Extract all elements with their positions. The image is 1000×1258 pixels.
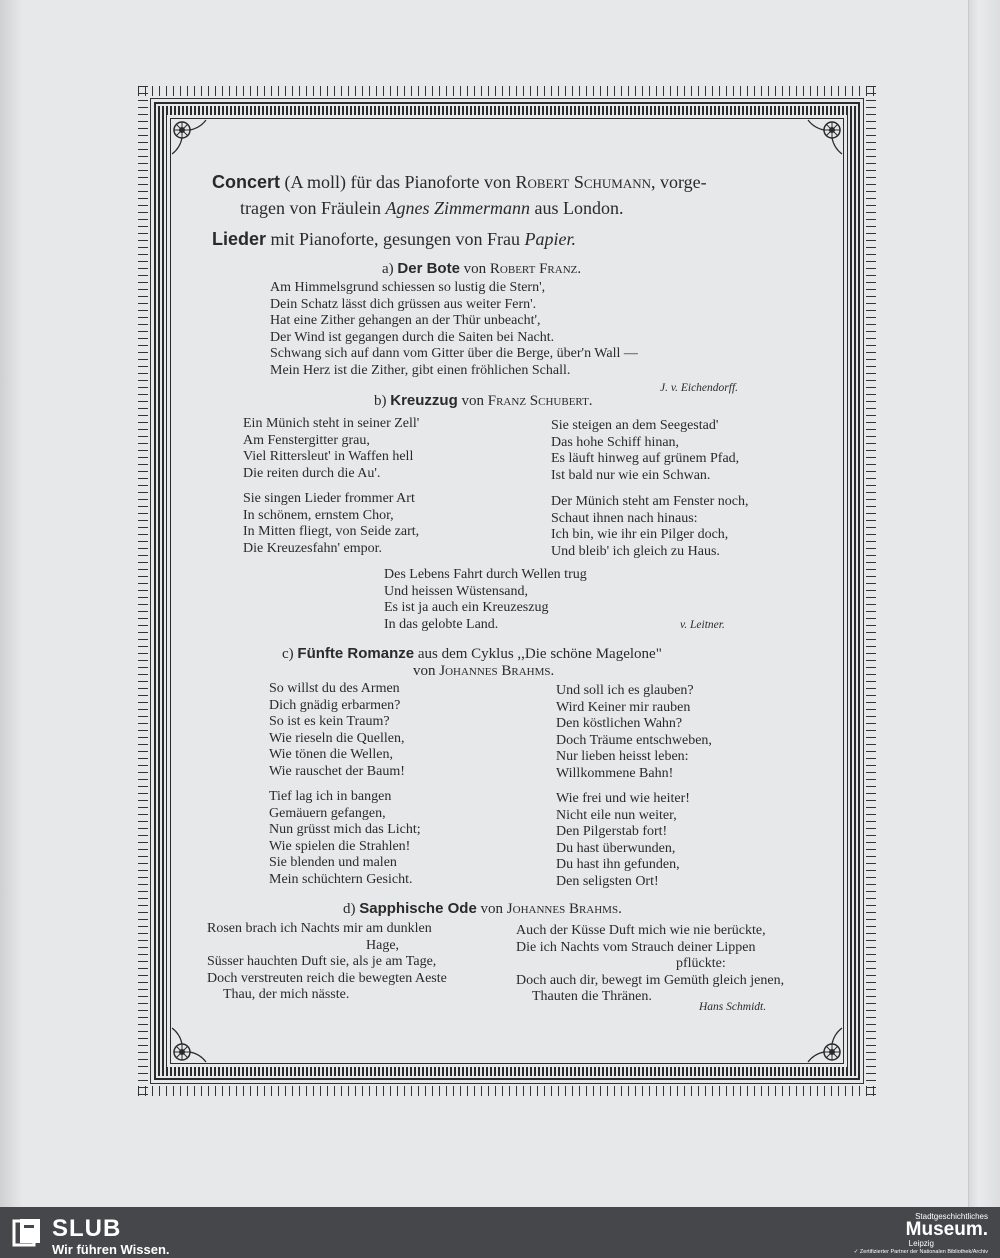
song-a-by: von	[463, 261, 487, 277]
poem-line: Doch verstreuten reich die bewegten Aeste	[207, 970, 447, 986]
poem-line: Wird Keiner mir rauben	[556, 699, 691, 715]
corner-ornament-bottom-right-icon	[806, 1026, 846, 1066]
song-c-left-stanza-1	[269, 681, 405, 780]
song-d-right-stanza	[516, 923, 784, 1006]
poem-line: Ein Münich steht in seiner Zell'	[243, 416, 420, 431]
concert-line2-post: aus London.	[534, 198, 624, 218]
song-b-by: von	[461, 393, 484, 409]
poem-line: Doch Träume entschweben,	[556, 732, 712, 748]
poem-line: Süsser hauchten Duft sie, als je am Tage,	[207, 954, 437, 969]
corner-ornament-top-left-icon	[168, 116, 208, 156]
lieder-heading	[212, 229, 576, 250]
poem-line: Thauten die Thränen.	[532, 989, 652, 1004]
song-b-heading	[374, 392, 593, 410]
slub-name: SLUB	[52, 1215, 122, 1242]
concert-performer: Agnes Zimmermann	[385, 198, 530, 218]
border-ticks-top	[138, 86, 876, 96]
poem-line: Das hohe Schiff hinan,	[551, 434, 680, 450]
viewer-footer	[0, 1207, 1000, 1258]
lieder-singer: Papier.	[524, 229, 576, 249]
poem-line: pflückte:	[676, 956, 726, 971]
poem-line: Wie rauschet der Baum!	[269, 763, 405, 779]
page-fold-strip	[968, 0, 1000, 1207]
song-a-label: a)	[382, 261, 394, 277]
poem-line: Die Kreuzesfahn' empor.	[243, 540, 382, 556]
song-c-composer: Johannes Brahms.	[439, 663, 555, 679]
poem-line: Den Pilgerstab fort!	[556, 824, 668, 839]
song-b-title: Kreuzzug	[390, 392, 458, 409]
poem-line: Hage,	[366, 937, 400, 953]
song-c-heading	[282, 645, 662, 663]
slub-logo-icon	[12, 1217, 42, 1249]
poem-line: Sie singen Lieder frommer Art	[243, 491, 415, 506]
song-b-author: v. Leitner.	[680, 619, 725, 631]
poem-line: Nicht eile nun weiter,	[556, 807, 677, 823]
poem-line: Die ich Nachts vom Strauch deiner Lippen	[516, 939, 756, 955]
poem-line: Rosen brach ich Nachts mir am dunklen	[207, 921, 432, 936]
song-c-right-stanza-2	[556, 791, 690, 890]
poem-line: Der Münich steht am Fenster noch,	[551, 494, 749, 509]
poem-line: Du hast überwunden,	[556, 840, 676, 856]
song-d-left-stanza	[207, 921, 447, 1004]
song-d-composer: Johannes Brahms.	[506, 901, 622, 917]
poem-line: In Mitten fliegt, von Seide zart,	[243, 524, 420, 539]
poem-line: Willkommene Bahn!	[556, 765, 674, 781]
poem-line: Schwang sich auf dann vom Gitter über die Berge, über'n Wall —	[270, 346, 638, 361]
song-d-title: Sapphische Ode	[359, 900, 477, 917]
poem-line: Und soll ich es glauben?	[556, 683, 694, 698]
poem-line: So ist es kein Traum?	[269, 714, 390, 729]
poem-line: Und heissen Wüstensand,	[384, 583, 528, 599]
border-ticks-left	[138, 86, 148, 1096]
museum-name: Museum.	[905, 1219, 988, 1240]
poem-line: Dein Schatz lässt dich grüssen aus weiter Fern'.	[270, 296, 537, 312]
poem-line: Gemäuern gefangen,	[269, 805, 386, 821]
poem-line: Die reiten durch die Au'.	[243, 465, 381, 481]
song-a-lines	[270, 280, 638, 379]
poem-line: Ich bin, wie ihr ein Pilger doch,	[551, 527, 729, 542]
poem-line: Wie rieseln die Quellen,	[269, 730, 405, 746]
poem-line: Du hast ihn gefunden,	[556, 857, 680, 872]
poem-line: Des Lebens Fahrt durch Wellen trug	[384, 567, 587, 582]
poem-line: Wie tönen die Wellen,	[269, 747, 394, 762]
poem-line: So willst du des Armen	[269, 681, 400, 696]
poem-line: Am Fenstergitter grau,	[243, 432, 370, 448]
concert-title: Concert	[212, 172, 281, 192]
museum-note: ✓ Zertifizierter Partner der Nationalen Bibliothek/Archiv	[853, 1249, 988, 1255]
poem-line: Mein schüchtern Gesicht.	[269, 871, 413, 887]
song-a-composer: Robert Franz.	[489, 261, 582, 277]
song-c-cycle: aus dem Cyklus ,,Die schöne Magelone"	[417, 646, 662, 662]
song-c-title: Fünfte Romanze	[297, 645, 415, 662]
song-d-label: d)	[343, 901, 356, 917]
concert-line-1	[212, 172, 707, 193]
poem-line: Schaut ihnen nach hinaus:	[551, 510, 698, 526]
museum-city: Leipzig	[908, 1239, 934, 1248]
song-d-by: von	[480, 901, 504, 917]
song-c-composer-line	[413, 663, 554, 680]
concert-line2-pre: tragen von Fräulein	[240, 198, 381, 218]
lieder-title: Lieder	[212, 229, 267, 249]
poem-line: Es läuft hinweg auf grünem Pfad,	[551, 451, 740, 466]
song-c-label: c)	[282, 646, 294, 662]
song-a-heading	[382, 260, 581, 278]
poem-line: Doch auch dir, bewegt im Gemüth gleich jenen,	[516, 972, 785, 988]
poem-line: Hat eine Zither gehangen an der Thür unbeacht',	[270, 313, 541, 328]
poem-line: Sie blenden und malen	[269, 855, 397, 870]
corner-ornament-bottom-left-icon	[168, 1026, 208, 1066]
song-c-by: von	[413, 663, 436, 679]
song-b-label: b)	[374, 393, 387, 409]
song-b-left-stanza-1	[243, 416, 419, 482]
poem-line: Der Wind ist gegangen durch die Saiten bei Nacht.	[270, 329, 555, 345]
song-a-author: J. v. Eichendorff.	[660, 382, 739, 394]
museum-prefix: Stadtgeschichtliches	[915, 1212, 988, 1221]
poem-line: In das gelobte Land.	[384, 616, 499, 632]
concert-line1-text: für das Pianoforte von	[350, 172, 511, 192]
poem-line: Auch der Küsse Duft mich wie nie berückte,	[516, 923, 766, 938]
song-b-center-stanza	[384, 567, 587, 633]
poem-line: Ist bald nur wie ein Schwan.	[551, 467, 711, 483]
song-b-right-stanza-2	[551, 494, 749, 560]
poem-line: Den seligsten Ort!	[556, 873, 659, 889]
poem-line: Den köstlichen Wahn?	[556, 716, 683, 731]
lieder-text: mit Pianoforte, gesungen von Frau	[270, 229, 520, 249]
poem-line: Thau, der mich nässte.	[223, 987, 350, 1002]
border-ticks-bottom	[138, 1086, 876, 1096]
concert-line-2	[240, 198, 623, 219]
poem-line: Tief lag ich in bangen	[269, 789, 392, 804]
song-a-title: Der Bote	[397, 260, 460, 277]
song-c-right-stanza-1	[556, 683, 712, 782]
concert-vorge: vorge-	[660, 172, 707, 192]
concert-composer: Robert Schumann,	[515, 172, 656, 192]
poem-line: Sie steigen an dem Seegestad'	[551, 418, 719, 433]
poem-line: Am Himmelsgrund schiessen so lustig die Stern',	[270, 280, 546, 295]
song-c-left-stanza-2	[269, 789, 421, 888]
song-d-author: Hans Schmidt.	[699, 1001, 767, 1013]
song-b-right-stanza-1	[551, 418, 739, 484]
poem-line: Und bleib' ich gleich zu Haus.	[551, 543, 720, 559]
page-left-edge	[0, 0, 22, 1207]
poem-line: Es ist ja auch ein Kreuzeszug	[384, 600, 549, 615]
song-b-left-stanza-2	[243, 491, 419, 557]
poem-line: Wie spielen die Strahlen!	[269, 838, 411, 854]
border-ticks-right	[866, 86, 876, 1096]
poem-line: In schönem, ernstem Chor,	[243, 507, 394, 523]
poem-line: Wie frei und wie heiter!	[556, 791, 690, 806]
concert-key: (A moll)	[284, 172, 347, 192]
poem-line: Mein Herz ist die Zither, gibt einen fröhlichen Schall.	[270, 362, 571, 378]
poem-line: Dich gnädig erbarmen?	[269, 697, 401, 713]
song-b-composer: Franz Schubert.	[487, 393, 593, 409]
song-d-heading	[343, 900, 622, 918]
poem-line: Nun grüsst mich das Licht;	[269, 822, 421, 837]
slub-tagline: Wir führen Wissen.	[52, 1242, 170, 1257]
poem-line: Nur lieben heisst leben:	[556, 749, 689, 764]
poem-line: Viel Rittersleut' in Waffen hell	[243, 449, 414, 464]
corner-ornament-top-right-icon	[806, 116, 846, 156]
